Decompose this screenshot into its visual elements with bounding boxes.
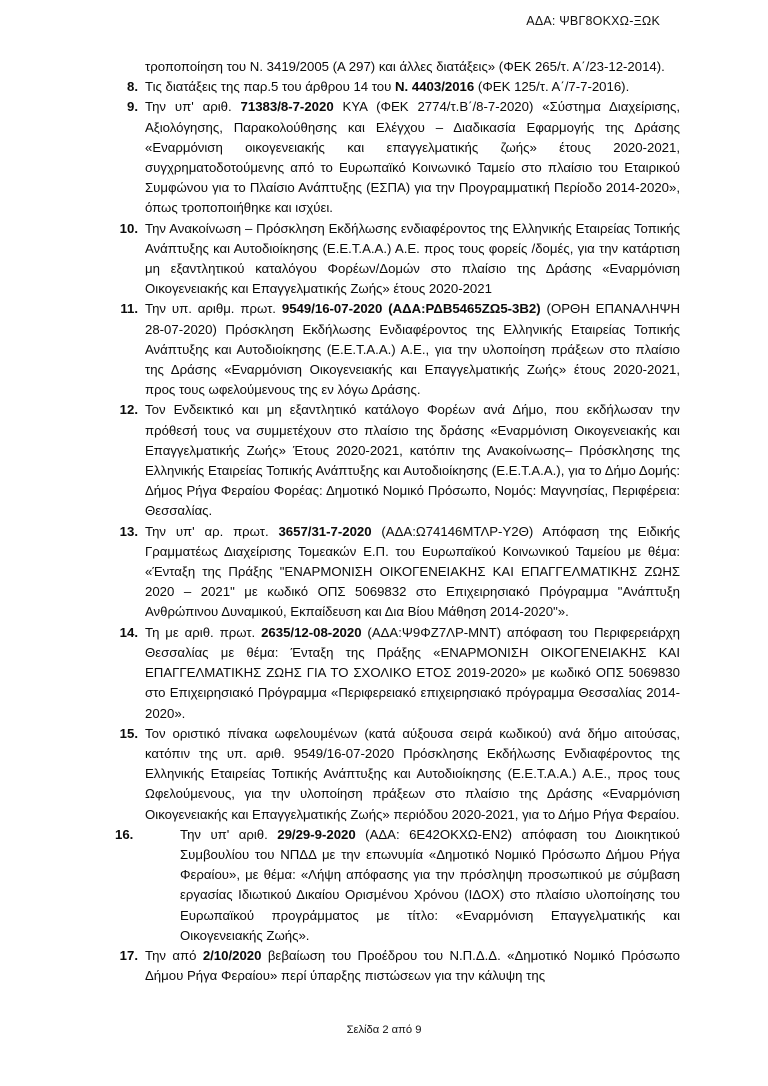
lead-paragraph: τροποποίηση του Ν. 3419/2005 (Α 297) και άλλες διατάξεις» (ΦΕΚ 265/τ. Α΄/23-12-2014). bbox=[145, 59, 665, 74]
clause-segment: Τον Ενδεικτικό και μη εξαντλητικό κατάλογο Φορέων ανά Δήμο, που εκδήλωσαν την πρόθεσή τους να συμμετέχουν στο πλαίσιο της δράσης «Εναρμόνιση Οικογενειακής και Επαγγελματικής Ζωής» Έτους 2020-2021, κατόπιν της Ανακοίνωσης– Πρόσκλησης της Ελληνικής Εταιρείας Τοπικής Ανάπτυξης και Αυτοδιοίκησης (Ε.Ε.Τ.Α.Α.), για το Δήμο Δομής: Δήμος Ρήγα Φεραίου Φορέας: Δημοτικό Νομικό Πρόσωπο, Νομός: Μαγνησίας, Περιφέρεια: Θεσσαλίας. bbox=[145, 402, 680, 519]
clause-text bbox=[145, 726, 680, 822]
clause-item bbox=[117, 724, 680, 825]
clause-segment: Την υπ' αριθ. bbox=[180, 826, 278, 842]
document-body bbox=[117, 57, 680, 986]
clause-text bbox=[145, 221, 680, 297]
clause-number: 14. bbox=[119, 624, 138, 640]
clause-emphasis: 2635/12-08-2020 bbox=[261, 624, 362, 640]
clause-text bbox=[145, 625, 680, 721]
clause-segment: Την υπ' αριθ. bbox=[145, 99, 241, 115]
clause-segment: Την Ανακοίνωση – Πρόσκληση Εκδήλωσης ενδιαφέροντος της Ελληνικής Εταιρείας Τοπικής Ανάπτυξης και Αυτοδιοίκησης (Ε.Ε.Τ.Α.Α.) Α.Ε. προς τους φορείς /δομές, για την κατάρτιση μη εξαντλητικού καταλόγου Φορέων/Δομών στο πλαίσιο της Δράσης «Εναρμόνιση Οικογενειακής και Επαγγελματικής Ζωής» έτους 2020-2021 bbox=[145, 220, 680, 297]
clause-number: 8. bbox=[127, 79, 138, 95]
clause-segment: (ΑΔΑ:Ω74146ΜΤΛΡ-Υ2Θ) Απόφαση της Ειδικής Γραμματέως Διαχείρισης Τομεακών Ε.Π. του Ευρωπαϊκού Κοινωνικού Ταμείου με θέμα: «Ένταξη της Πράξης "ΕΝΑΡΜΟΝΙΣΗ ΟΙΚΟΓΕΝΕΙΑΚΗΣ ΚΑΙ ΕΠΑΓΓΕΛΜΑΤΙΚΗΣ ΖΩΗΣ 2020 – 2021" με κωδικό ΟΠΣ 5069832 στο Επιχειρησιακό Πρόγραμμα "Ανάπτυξη Ανθρώπινου Δυναμικού, Εκπαίδευση και Δια Βίου Μάθηση 2014-2020"». bbox=[145, 523, 680, 620]
clause-number: 15. bbox=[119, 725, 138, 741]
clause-segment: (ΦΕΚ 125/τ. Α΄/7-7-2016). bbox=[474, 79, 630, 95]
clause-item bbox=[117, 77, 680, 97]
clause-text bbox=[145, 402, 680, 518]
clause-emphasis: 3657/31-7-2020 bbox=[278, 523, 372, 539]
clause-list bbox=[117, 77, 680, 986]
clause-segment: Τη με αριθ. πρωτ. bbox=[145, 624, 262, 640]
clause-item bbox=[117, 97, 680, 218]
clause-item bbox=[117, 219, 680, 300]
clause-number: 10. bbox=[119, 220, 138, 236]
clause-text bbox=[180, 827, 680, 943]
clause-emphasis: 29/29-9-2020 bbox=[277, 826, 356, 842]
clause-text bbox=[145, 301, 680, 397]
clause-segment: Την υπ. αριθμ. πρωτ. bbox=[145, 301, 282, 317]
clause-item bbox=[117, 522, 680, 623]
clause-segment: (ΟΡΘΗ ΕΠΑΝΑΛΗΨΗ 28-07-2020) Πρόσκληση Εκδήλωσης Ενδιαφέροντος της Ελληνικής Εταιρείας Τοπικής Ανάπτυξης και Αυτοδιοίκησης (Ε.Ε.Τ.Α.Α.) Α.Ε., για την υλοποίηση πράξεων στο πλαίσιο της Δράσης «Εναρμόνιση Οικογενειακής και Επαγγελματικής Ζωής» έτους 2020-2021, προς τους ωφελούμενους της εν λόγω Δράσης. bbox=[145, 301, 680, 398]
clause-text bbox=[145, 948, 680, 983]
clause-segment: Την υπ' αρ. πρωτ. bbox=[145, 523, 279, 539]
clause-item bbox=[117, 946, 680, 986]
clause-emphasis: 2/10/2020 bbox=[202, 947, 262, 963]
clause-number: 13. bbox=[119, 523, 138, 539]
clause-emphasis: 71383/8-7-2020 bbox=[240, 99, 334, 115]
clause-number: 9. bbox=[127, 99, 138, 115]
clause-text bbox=[145, 79, 629, 94]
clause-emphasis: 9549/16-07-2020 (ΑΔΑ:ΡΔΒ5465ΖΩ5-3Β2) bbox=[281, 301, 541, 317]
clause-number: 12. bbox=[119, 402, 138, 418]
clause-segment: Τον οριστικό πίνακα ωφελουμένων (κατά αύξουσα σειρά κωδικού) ανά δήμο αιτούσας, κατόπιν της υπ. αριθ. 9549/16-07-2020 Πρόσκλησης Εκδήλωσης Ενδιαφέροντος της Ελληνικής Εταιρείας Τοπικής Ανάπτυξης και Αυτοδιοίκησης (Ε.Ε.Τ.Α.Α.) Α.Ε., προς τους Ωφελούμενους, για την υλοποίηση πράξεων στο πλαίσιο της Δράσης «Εναρμόνιση Οικογενειακής και Επαγγελματικής Ζωής» περιόδου 2020-2021, για το Δήμο Ρήγα Φεραίου. bbox=[145, 725, 680, 822]
clause-segment: βεβαίωση του Προέδρου του Ν.Π.Δ.Δ. «Δημοτικό Νομικό Πρόσωπο Δήμου Ρήγα Φεραίου» περί ύπαρξης πιστώσεων για την κάλυψη της bbox=[145, 947, 681, 984]
clause-item bbox=[117, 400, 680, 521]
clause-item bbox=[117, 825, 680, 946]
clause-number: 11. bbox=[120, 301, 138, 317]
ada-stamp-header: ΑΔΑ: ΨΒΓ8ΟΚΧΩ-ΞΩΚ bbox=[526, 14, 660, 28]
clause-item bbox=[117, 623, 680, 724]
clause-segment: Την από bbox=[145, 947, 203, 963]
clause-text bbox=[145, 524, 680, 620]
clause-text bbox=[145, 99, 680, 215]
page-footer: Σελίδα 2 από 9 bbox=[346, 1024, 422, 1036]
clause-segment: ΚΥΑ (ΦΕΚ 2774/τ.Β΄/8-7-2020) «Σύστημα Διαχείρισης, Αξιολόγησης, Παρακολούθησης και Ελέγχου – Διαδικασία Εφαρμογής της Δράσης «Εναρμόνιση οικογενειακής και επαγγελματικής ζωής» έτους 2020-2021, συγχρηματοδοτούμενης από το Ευρωπαϊκό Κοινωνικό Ταμείο στο πλαίσιο του Εταιρικού Συμφώνου για το Πλαίσιο Ανάπτυξης (ΕΣΠΑ) για την Προγραμματική Περίοδο 2014-2020», όπως τροποποιήθηκε και ισχύει. bbox=[145, 99, 681, 216]
clause-emphasis: Ν. 4403/2016 bbox=[395, 79, 475, 95]
clause-segment: (ΑΔΑ: 6Ε42ΟΚΧΩ-ΕΝ2) απόφαση του Διοικητικού Συμβουλίου του ΝΠΔΔ με την επωνυμία «Δημοτικό Νομικό Πρόσωπο Δήμου Ρήγα Φεραίου», με θέμα: «Λήψη απόφασης για την πρόσληψη προσωπικού με σύμβαση εργασίας Ιδιωτικού Δικαίου Ορισμένου Χρόνου (ΙΔΟΧ) στο πλαίσιο υλοποίησης του Ευρωπαϊκού προγράμματος με τίτλο: «Εναρμόνιση Επαγγελματικής και Οικογενειακής Ζωής». bbox=[180, 826, 680, 943]
clause-number: 16. bbox=[115, 826, 134, 842]
clause-segment: (ΑΔΑ:Ψ9ΦΖ7ΛΡ-ΜΝΤ) απόφαση του Περιφερειάρχη Θεσσαλίας με θέμα: Ένταξη της Πράξης «ΕΝΑΡΜΟΝΙΣΗ ΟΙΚΟΓΕΝΕΙΑΚΗΣ ΚΑΙ ΕΠΑΓΓΕΛΜΑΤΙΚΗΣ ΖΩΗΣ ΓΙΑ ΤΟ ΣΧΟΛΙΚΟ ΕΤΟΣ 2019-2020» με κωδικό ΟΠΣ 5069830 στο Επιχειρησιακό Πρόγραμμα «Περιφερειακό επιχειρησιακό πρόγραμμα Θεσσαλίας 2014-2020». bbox=[145, 624, 680, 721]
clause-item bbox=[117, 299, 680, 400]
clause-segment: Τις διατάξεις της παρ.5 του άρθρου 14 του bbox=[145, 79, 396, 95]
clause-number: 17. bbox=[119, 947, 138, 963]
